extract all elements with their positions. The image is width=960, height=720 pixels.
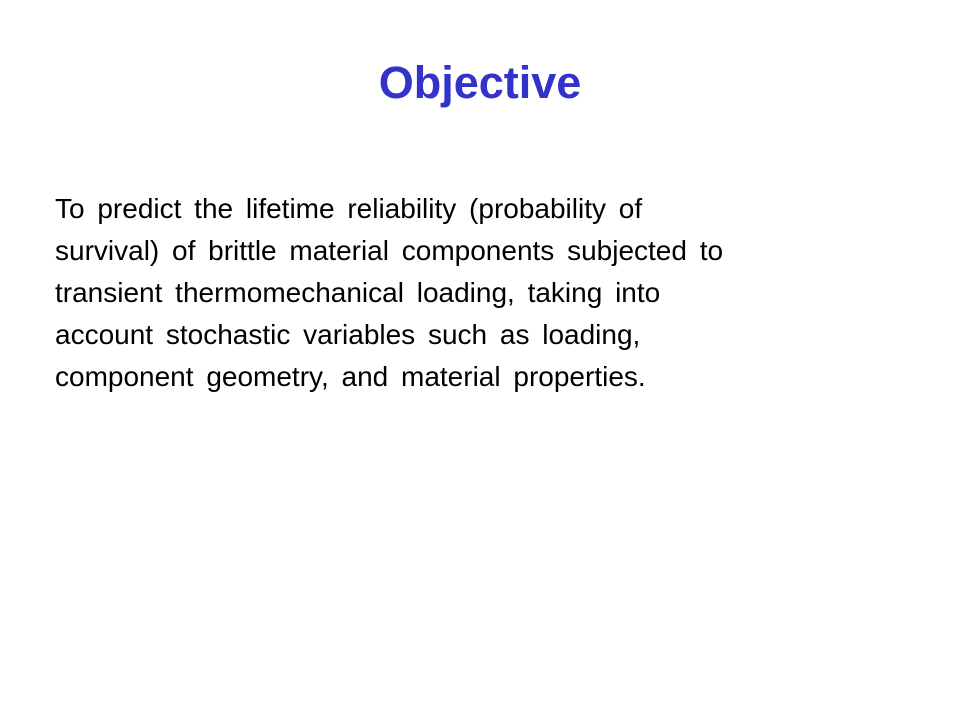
paragraph-line: component geometry, and material properties. [55, 361, 646, 392]
paragraph-line: To predict the lifetime reliability (probability of [55, 193, 643, 224]
paragraph-line: transient thermomechanical loading, taking into [55, 277, 661, 308]
slide-title: Objective [378, 57, 582, 108]
paragraph-line: survival) of brittle material components subjected to [55, 235, 724, 266]
paragraph-line: account stochastic variables such as loading, [55, 319, 641, 350]
objective-paragraph [55, 188, 925, 398]
